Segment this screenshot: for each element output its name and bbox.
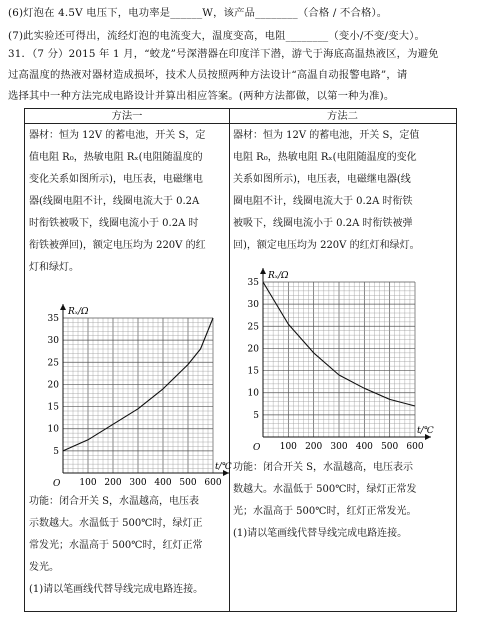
method1-function (29, 491, 203, 601)
method1-title: 方法一 (25, 109, 229, 124)
method1-desc-line: 衔铁被弹回)，额定电压均为 220V 的红 (29, 240, 206, 251)
method1-func-line: 发光。 (29, 562, 59, 573)
method1-func-line: 功能：闭合开关 S，水温越高，电压表 (29, 496, 200, 507)
y-axis-arrow (60, 304, 66, 310)
method2-task: (1)请以笔画线代替导线完成电路连接。 (233, 528, 408, 539)
method2-func-line: 光；水温高于 500℃时，红灯正常发光。 (233, 506, 417, 517)
x-tick-label: 600 (204, 478, 222, 488)
method2-function (233, 457, 416, 545)
y-tick-label: 35 (47, 314, 59, 324)
method2-chart (229, 257, 453, 467)
y-axis-label: Rₓ/Ω (68, 307, 89, 317)
y-tick-label: 25 (247, 322, 259, 333)
y-axis-arrow (260, 268, 266, 274)
method2-desc-line: 被吸下，线圈电流小于 0.2A 时衔铁被弹 (233, 218, 413, 229)
question-31-line-1: 31．（7 分）2015 年 1 月，“蛟龙”号深潜器在印度洋下潜，游弋于海底高温热液区，为避免 (8, 48, 439, 60)
method1-desc (29, 125, 206, 279)
y-tick-label: 20 (47, 380, 59, 391)
y-tick-label: 30 (247, 300, 259, 311)
method1-desc-line: 器(线圈电阻不计，线圈电流大于 0.2A (29, 196, 200, 207)
x-tick-label: 200 (305, 442, 323, 452)
question-6-line: (6)灯泡在 4.5V 电压下，电功率是______W，该产品________（合格 / 不合格）。 (8, 7, 388, 19)
x-tick-label: 100 (279, 442, 297, 452)
method2-desc-line: 电阻 R₀，热敏电阻 Rₓ(电阻随温度的变化 (233, 152, 417, 163)
y-tick-label: 20 (247, 344, 259, 355)
x-axis-label: t/℃ (417, 426, 434, 436)
method1-desc-line: 变化关系如图所示)，电压表，电磁继电 (29, 174, 203, 185)
question-31-line-3: 选择其中一种方法完成电路设计并算出相应答案。(两种方法都做，以第一种为准)。 (8, 90, 395, 102)
x-tick-label: 400 (355, 442, 373, 452)
method1-func-line: 示数越大。水温低于 500℃时，绿灯正 (29, 518, 203, 529)
method1-column (25, 109, 230, 611)
method2-desc-line: 器材：恒为 12V 的蓄电池，开关 S，定值 (233, 130, 420, 141)
x-tick-label: 500 (381, 442, 399, 452)
y-tick-label: 10 (47, 424, 59, 435)
method2-func-line: 数越大。水温低于 500℃时，绿灯正常发 (233, 484, 417, 495)
y-tick-label: 15 (47, 402, 59, 413)
y-tick-label: 5 (53, 446, 59, 457)
origin-label: O (53, 479, 61, 489)
y-tick-label: 15 (247, 366, 259, 377)
origin-label: O (253, 443, 261, 453)
method1-func-line: 常发光；水温高于 500℃时，红灯正常 (29, 540, 203, 551)
y-axis-label: Rₓ/Ω (268, 271, 289, 281)
y-tick-label: 25 (47, 358, 59, 369)
y-tick-label: 35 (247, 278, 259, 288)
method2-desc-line: 回)，额定电压均为 220V 的红灯和绿灯。 (233, 240, 420, 251)
method1-desc-line: 值电阻 R₀，热敏电阻 Rₓ(电阻随温度的 (29, 152, 203, 163)
method1-desc-line: 时衔铁被吸下，线圈电流小于 0.2A 时 (29, 218, 199, 229)
method2-title: 方法二 (229, 109, 456, 124)
method2-desc-line: 圈电阻不计，线圈电流大于 0.2A 时衔铁 (233, 196, 413, 207)
question-31-line-2: 过高温度的热液对器材造成损坏，技术人员按照两种方法设计“高温自动报警电路”，请 (8, 69, 408, 81)
method1-chart (27, 281, 232, 501)
x-tick-label: 400 (154, 478, 172, 488)
method2-column (229, 109, 456, 611)
method2-desc (233, 125, 420, 257)
question-7-line: (7)此实验还可得出，流经灯泡的电流变大，温度变高，电阻________（变小/不变/变大）。 (8, 30, 426, 42)
method1-desc-line: 灯和绿灯。 (29, 262, 79, 273)
y-tick-label: 5 (253, 410, 259, 421)
method1-task: (1)请以笔画线代替导线完成电路连接。 (29, 584, 204, 595)
x-tick-label: 500 (179, 478, 197, 488)
method2-desc-line: 关系如图所示)，电压表，电磁继电器(线 (233, 174, 411, 185)
x-tick-label: 600 (406, 442, 424, 452)
methods-table (24, 108, 457, 612)
x-tick-label: 100 (79, 478, 97, 488)
x-tick-label: 200 (104, 478, 122, 488)
method1-desc-line: 器材：恒为 12V 的蓄电池，开关 S，定 (29, 130, 206, 141)
y-tick-label: 30 (47, 336, 59, 347)
y-tick-label: 10 (247, 388, 259, 399)
x-tick-label: 300 (129, 478, 147, 488)
method2-func-line: 功能：闭合开关 S，水温越高，电压表示 (233, 462, 414, 473)
x-axis-label: t/℃ (215, 462, 232, 472)
x-tick-label: 300 (330, 442, 348, 452)
